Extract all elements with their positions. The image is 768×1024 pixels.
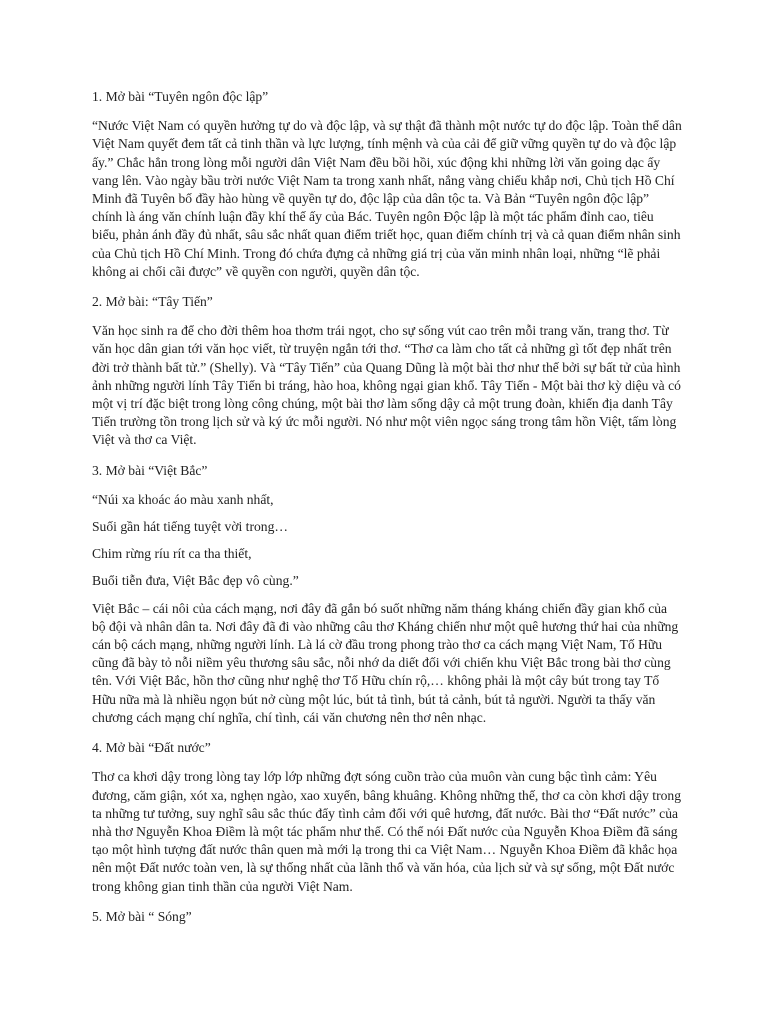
section-paragraph: Văn học sinh ra để cho đời thêm hoa thơm trái ngọt, cho sự sống vút cao trên mỗi trang văn, trang thơ. Từ văn học dân gian tới văn học viết, từ truyện ngắn tới thơ. “Thơ ca làm cho tất cả những gì tốt đẹp nhất trên đời trở thành bất tử.” (Shelly). Và “Tây Tiến” của Quang Dũng là một bài thơ như thế bởi sự bất tử của hình ảnh những người lính Tây Tiến bi tráng, hào hoa, không ngại gian khổ. Tây Tiến - Một bài thơ kỳ diệu và có một vị trí đặc biệt trong lòng công chúng, một bài thơ làm sống dậy cả một trung đoàn, khiến địa danh Tây Tiến trường tồn trong lịch sử và ký ức mỗi người. Nó như một viên ngọc sáng trong tâm hồn Việt, tấm lòng Việt và thơ ca Việt. — [92, 323, 681, 448]
section-heading: 1. Mở bài “Tuyên ngôn độc lập” — [92, 89, 269, 104]
poem-line: “Núi xa khoác áo màu xanh nhất, — [92, 491, 274, 507]
section-heading: 5. Mở bài “ Sóng” — [92, 908, 192, 924]
poem-line: Chim rừng ríu rít ca tha thiết, — [92, 546, 252, 562]
section-paragraph: “Nước Việt Nam có quyền hưởng tự do và độc lập, và sự thật đã thành một nước tự do độc lập. Toàn thể dân Việt Nam quyết đem tất cả tinh thần và lực lượng, tính mệnh và của cải để giữ vững quyền tự do và độc lập ấy.” Chắc hẳn trong lòng mỗi người dân Việt Nam đều bồi hồi, xúc động khi những lời văn going dạc ấy vang lên. Vào ngày bầu trời nước Việt Nam ta trong xanh nhất, nắng vàng chiếu khắp nơi, Chủ tịch Hồ Chí Minh đã Tuyên bố đầy hào hùng về quyền tự do, độc lập của dân tộc ta. Và Bản “Tuyên ngôn độc lập” chính là áng văn chính luận đầy khí thế ấy của Bác. Tuyên ngôn Độc lập là một tác phẩm đỉnh cao, tiêu biểu, phản ánh đầy đủ nhất, sâu sắc nhất quan điểm triết học, quan điểm chính trị và cả quan điểm nhân sinh của Chủ tịch Hồ Chí Minh. Trong đó chứa đựng cả những giá trị của văn minh nhân loại, những “lẽ phải không ai chối cãi được” về quyền con người, quyền dân tộc. — [92, 118, 682, 279]
document-page — [92, 88, 682, 937]
section-song — [92, 908, 682, 926]
section-paragraph: Việt Bắc – cái nôi của cách mạng, nơi đây đã gắn bó suốt những năm tháng kháng chiến đầy gian khổ của bộ đội và nhân dân ta. Nơi đây đã đi vào những câu thơ Kháng chiến như một quê hương thứ hai của những cán bộ cách mạng, những người lính. Là lá cờ đầu trong phong trào thơ ca cách mạng Việt Nam, Tố Hữu cũng đã bày tỏ nỗi niềm yêu thương sâu sắc, nỗi nhớ da diết đối với chiến khu Việt Bắc trong bài thơ cùng tên. Với Việt Bắc, hồn thơ cũng như nghệ thơ Tố Hữu chín rộ,… không phải là một cây bút trong tay Tố Hữu nữa mà là nhiều ngọn bút nở cùng một lúc, bút tả tình, bút tả cảnh, bút tả người. Người ta thấy văn chương cách mạng chí nghĩa, chí tình, cái văn chương nên thơ nên nhạc. — [92, 600, 679, 725]
section-tay-tien — [92, 293, 682, 450]
section-heading: 3. Mở bài “Việt Bắc” — [92, 462, 208, 478]
section-viet-bac — [92, 462, 682, 727]
poem-line: Suối gần hát tiếng tuyệt vời trong… — [92, 519, 288, 535]
poem-line: Buổi tiễn đưa, Việt Bắc đẹp vô cùng.” — [92, 573, 299, 589]
section-heading: 2. Mở bài: “Tây Tiến” — [92, 294, 213, 310]
section-dat-nuoc — [92, 739, 682, 896]
section-tuyen-ngon-doc-lap — [92, 88, 682, 281]
section-paragraph: Thơ ca khơi dậy trong lòng tay lớp lớp những đợt sóng cuồn trào của muôn vàn cung bậc tình cảm: Yêu đương, căm giận, xót xa, nghẹn ngào, xao xuyến, bâng khuâng. Không những thế, thơ ca còn khơi dậy trong ta những tư tưởng, suy nghĩ sâu sắc thúc đẩy tình cảm đối với quê hương, đất nước. Bài thơ “Đất nước” của nhà thơ Nguyễn Khoa Điềm là một tác phẩm như thế. Có thể nói Đất nước của Nguyễn Khoa Điềm đã sáng tạo một hình tượng đất nước thân quen mà mới lạ trong thi ca Việt Nam… Nguyễn Khoa Điềm đã khắc họa nên một Đất nước toàn ven, là sự thống nhất của lãnh thổ và văn hóa, của lịch sử và sự sống, một Đất nước trong không gian tinh thần của người Việt Nam. — [92, 769, 681, 894]
section-heading: 4. Mở bài “Đất nước” — [92, 740, 211, 756]
